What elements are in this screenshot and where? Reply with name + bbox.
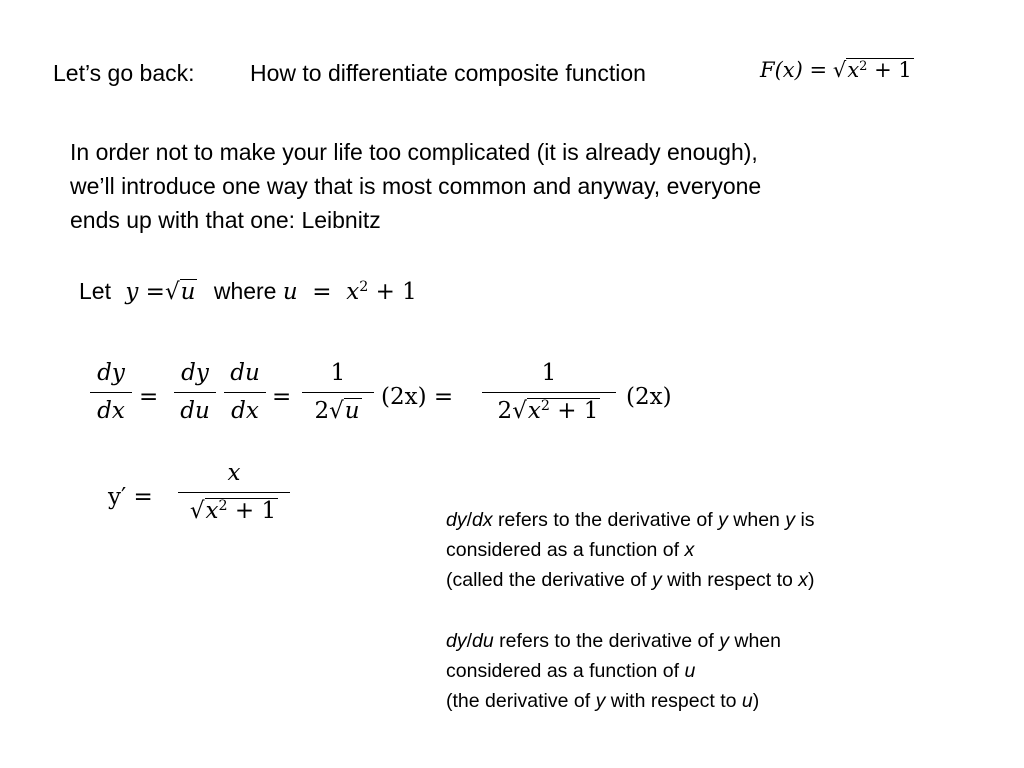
title-sqrt-base: x bbox=[847, 58, 860, 82]
chain-frac-one-over-2sqrtu bbox=[302, 360, 374, 424]
fraction-bar bbox=[482, 392, 616, 393]
den-two: 2 bbox=[314, 398, 330, 424]
chain-mult-2: (2x) bbox=[626, 384, 672, 410]
note-text: considered as a function of bbox=[446, 660, 685, 682]
note-du: du bbox=[472, 630, 494, 652]
result-frac bbox=[178, 460, 290, 524]
title-text: How to differentiate composite function bbox=[250, 60, 646, 86]
chain-mult-1: (2x) = bbox=[381, 384, 454, 410]
note-text: (called the derivative of bbox=[446, 569, 652, 591]
frac-denominator bbox=[302, 398, 374, 424]
note-line-1 bbox=[446, 505, 815, 535]
frac-denominator: dx bbox=[97, 398, 125, 424]
note-text: when bbox=[728, 630, 781, 652]
chain-eq-2: = bbox=[272, 384, 292, 410]
fraction-bar bbox=[90, 392, 132, 393]
fraction-bar bbox=[174, 392, 216, 393]
den-exp: 2 bbox=[540, 398, 550, 415]
intro-line-3: ends up with that one: Leibnitz bbox=[70, 207, 381, 233]
note-y: y bbox=[718, 509, 728, 531]
fraction-bar bbox=[178, 492, 290, 493]
den-x: x bbox=[527, 398, 541, 424]
let-plus-one: + 1 bbox=[368, 279, 417, 305]
frac-numerator: 1 bbox=[541, 360, 557, 386]
note-line-2 bbox=[446, 535, 694, 565]
let-x: x bbox=[346, 279, 360, 305]
title-sqrt-radicand bbox=[846, 58, 913, 82]
fraction-bar bbox=[224, 392, 266, 393]
sqrt-sign: √ bbox=[329, 398, 344, 424]
note-y: y bbox=[651, 569, 662, 591]
note-dy: dy bbox=[446, 509, 467, 531]
note-line-6 bbox=[446, 686, 759, 716]
sqrt-sign: √ bbox=[512, 398, 527, 424]
fraction-bar bbox=[302, 392, 374, 393]
title-sqrt-exp: 2 bbox=[859, 58, 868, 74]
den-tail: + 1 bbox=[227, 498, 277, 524]
note-y: y bbox=[719, 630, 729, 652]
note-text: when bbox=[727, 509, 786, 531]
intro-line-2: we’ll introduce one way that is most common and anyway, everyone bbox=[70, 173, 762, 199]
note-u: u bbox=[741, 690, 753, 712]
note-text: considered as a function of bbox=[446, 539, 685, 561]
frac-numerator: 1 bbox=[330, 360, 346, 386]
title-sqrt-tail: + 1 bbox=[867, 58, 912, 82]
chain-eq-1: = bbox=[139, 384, 159, 410]
note-line-4 bbox=[446, 626, 781, 656]
note-dy: dy bbox=[446, 630, 467, 652]
frac-numerator: dy bbox=[181, 360, 209, 386]
chain-frac-one-over-2sqrtx2p1 bbox=[482, 360, 616, 424]
note-text: with respect to bbox=[661, 569, 799, 591]
note-y: y bbox=[785, 509, 796, 531]
let-y-eq: y = bbox=[125, 279, 165, 305]
note-text: (the derivative of bbox=[446, 690, 596, 712]
note-dx: dx bbox=[472, 509, 493, 531]
den-two: 2 bbox=[497, 398, 513, 424]
title-sqrt-sign: √ bbox=[832, 58, 847, 82]
let-where: where bbox=[213, 278, 277, 304]
den-x: x bbox=[205, 498, 219, 524]
result-lhs: y′ = bbox=[108, 484, 153, 510]
note-slash: / bbox=[466, 509, 473, 531]
note-text: with respect to bbox=[605, 690, 742, 712]
sqrt-sign: √ bbox=[189, 498, 205, 524]
sqrt-radicand bbox=[527, 398, 601, 423]
let-sqrt-sign: √ bbox=[164, 279, 180, 305]
let-line bbox=[79, 278, 417, 305]
let-word: Let bbox=[79, 278, 111, 304]
intro-line-1: In order not to make your life too complicated (it is already enough), bbox=[70, 139, 758, 165]
sqrt-u: u bbox=[344, 398, 360, 424]
note-line-3 bbox=[446, 565, 815, 595]
let-u-eq: u = bbox=[282, 279, 347, 305]
title-prefix: Let’s go back: bbox=[53, 60, 195, 86]
chain-frac-dy-du bbox=[174, 360, 216, 424]
chain-frac-dy-dx bbox=[90, 360, 132, 424]
let-sqrt-u: u bbox=[180, 279, 196, 305]
note-text: ) bbox=[752, 690, 760, 712]
let-exp: 2 bbox=[359, 279, 369, 296]
note-line-5 bbox=[446, 656, 695, 686]
den-exp: 2 bbox=[218, 498, 228, 515]
frac-numerator: dy bbox=[97, 360, 125, 386]
title-formula bbox=[760, 58, 914, 83]
note-text: refers to the derivative of bbox=[492, 509, 719, 531]
note-text: ) bbox=[808, 569, 815, 591]
frac-numerator: x bbox=[227, 460, 241, 486]
frac-denominator: du bbox=[180, 398, 210, 424]
title-formula-lhs: F(x) = bbox=[760, 58, 828, 82]
note-text: is bbox=[795, 509, 815, 531]
frac-denominator bbox=[178, 498, 290, 524]
note-x: x bbox=[798, 569, 809, 591]
note-y: y bbox=[595, 690, 606, 712]
den-tail: + 1 bbox=[549, 398, 599, 424]
frac-denominator bbox=[482, 398, 616, 424]
note-text: refers to the derivative of bbox=[493, 630, 720, 652]
frac-denominator: dx bbox=[231, 398, 259, 424]
note-u: u bbox=[684, 660, 696, 682]
sqrt-radicand bbox=[205, 498, 279, 523]
note-slash: / bbox=[466, 630, 473, 652]
chain-frac-du-dx bbox=[224, 360, 266, 424]
note-x: x bbox=[684, 539, 695, 561]
frac-numerator: du bbox=[230, 360, 260, 386]
